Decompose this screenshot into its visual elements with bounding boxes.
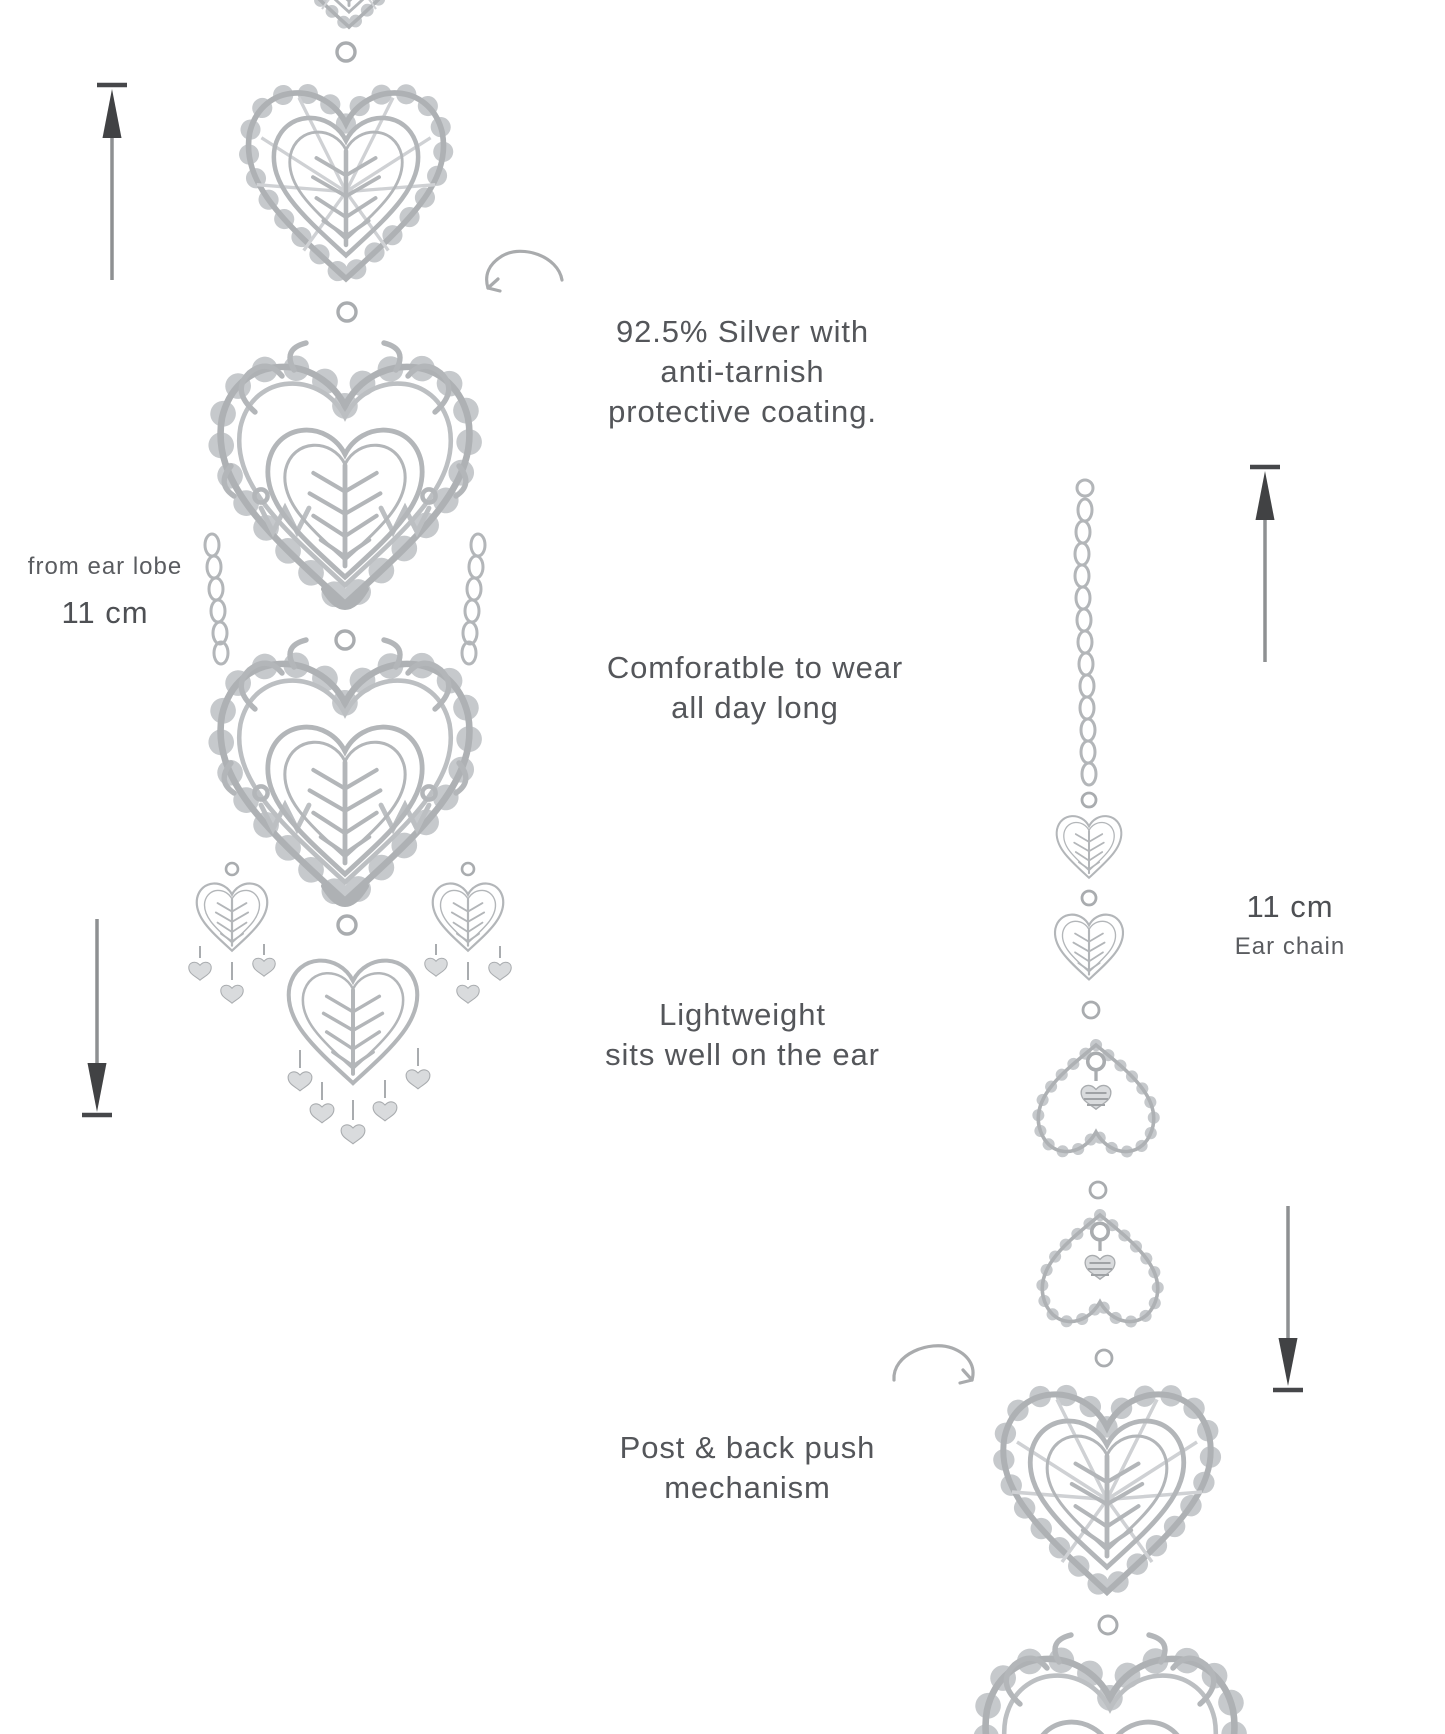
annotation-line: mechanism (664, 1470, 831, 1505)
measurement-caption: Ear chain (1234, 933, 1346, 960)
annotation-line: all day long (671, 690, 839, 725)
annotation-comfort (550, 648, 960, 728)
annotation-line: protective coating. (608, 394, 877, 429)
annotation-line: 92.5% Silver with (615, 314, 870, 349)
dimension-arrow-up-icon (1237, 462, 1293, 666)
measurement-left (10, 552, 200, 632)
annotation-mechanism (555, 1428, 940, 1508)
annotation-silver (555, 312, 930, 432)
annotation-line: sits well on the ear (605, 1037, 880, 1072)
annotation-lightweight (545, 995, 940, 1075)
curved-arrow-right-icon (884, 1338, 988, 1394)
measurement-value: 11 cm (1246, 889, 1334, 924)
curved-arrow-left-icon (476, 248, 572, 300)
left-earring-illustration (150, 0, 570, 1200)
annotation-line: anti-tarnish (660, 354, 825, 389)
petal-sticks (200, 944, 500, 1120)
dimension-arrow-down-icon (69, 915, 125, 1121)
annotation-line: Lightweight (659, 997, 826, 1032)
right-earring-illustration (950, 440, 1270, 1734)
annotation-line: Post & back push (619, 1430, 876, 1465)
annotation-line: Comforatble to wear (606, 650, 904, 685)
dimension-arrow-down-icon (1260, 1202, 1316, 1394)
ear-chain-links (1075, 499, 1096, 785)
measurement-caption: from ear lobe (27, 553, 183, 580)
measurement-value: 11 cm (61, 595, 149, 630)
measurement-right (1195, 888, 1385, 962)
dimension-arrow-up-icon (84, 80, 140, 284)
